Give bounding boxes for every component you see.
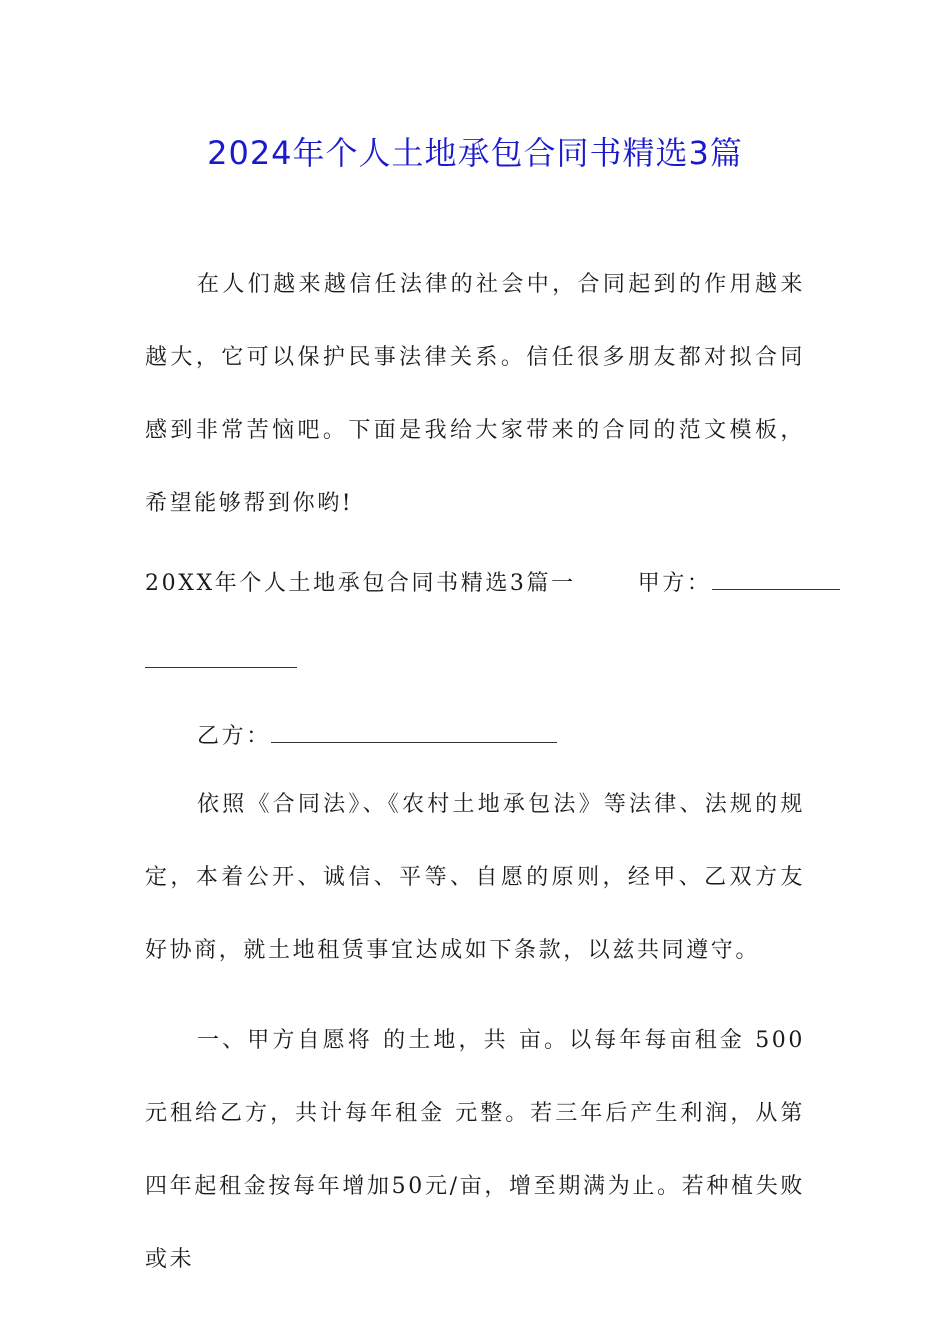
clause-one-paragraph: 一、甲方自愿将 的土地，共 亩。以每年每亩租金 500 元租给乙方，共计每年租金 元整。若三年后产生利润，从第四年起租金按每年增加50元/亩，增至期满为止。若种植失败或未 (145, 1028, 805, 1272)
party-a-blank-continued (145, 647, 297, 668)
section-heading: 20XX年个人土地承包合同书精选3篇一 (145, 571, 576, 596)
party-b-blank (271, 720, 557, 743)
document-title: 2024年个人土地承包合同书精选3篇 (207, 134, 743, 172)
party-a-blank (712, 567, 840, 590)
party-a-label: 甲方： (637, 571, 712, 596)
party-b-line (197, 720, 557, 752)
party-b-label: 乙方： (197, 724, 271, 749)
section-heading-line (145, 567, 840, 599)
intro-paragraph: 在人们越来越信任法律的社会中，合同起到的作用越来越大，它可以保护民事法律关系。信任很多朋友都对拟合同感到非常苦恼吧。下面是我给大家带来的合同的范文模板，希望能够帮到你哟! (145, 272, 805, 516)
basis-paragraph: 依照《合同法》、《农村土地承包法》等法律、法规的规定，本着公开、诚信、平等、自愿的原则，经甲、乙双方友好协商，就土地租赁事宜达成如下条款，以兹共同遵守。 (145, 792, 805, 963)
